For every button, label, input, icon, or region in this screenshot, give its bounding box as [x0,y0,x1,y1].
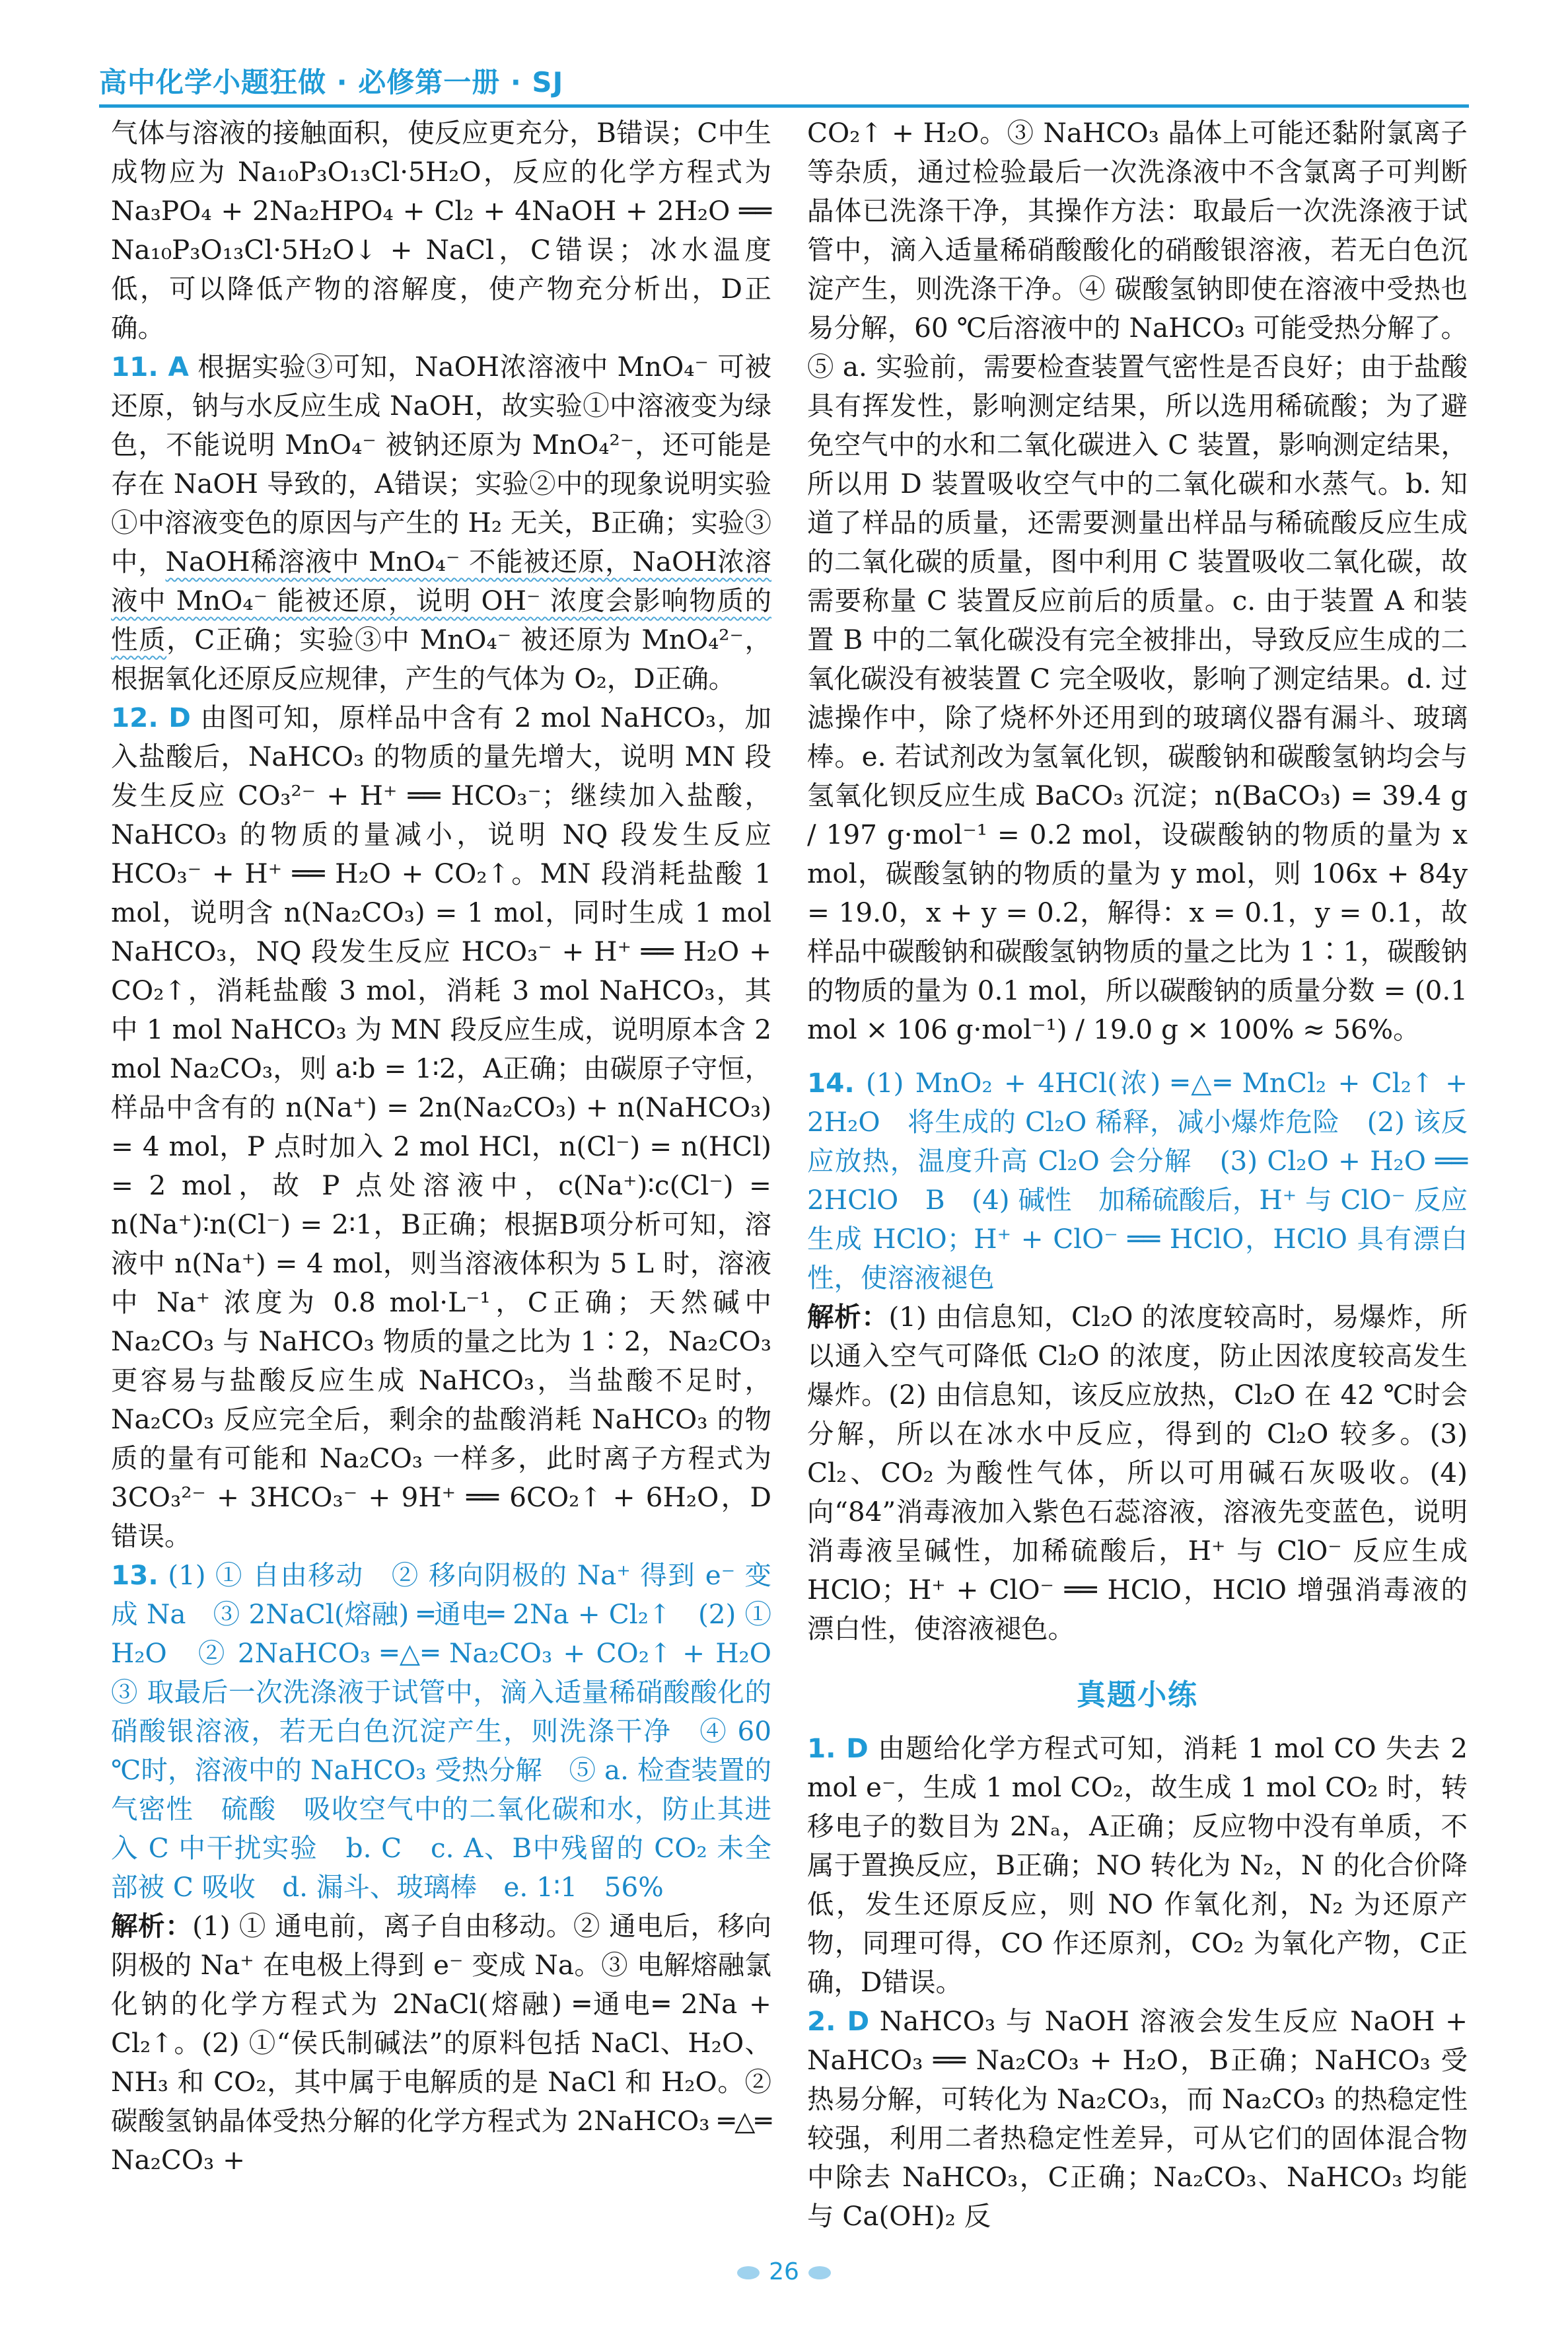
header-divider [99,104,1469,108]
q13-explanation-text: (1) ① 通电前，离子自由移动。② 通电后，移向阴极的 Na⁺ 在电极上得到 e⁻ 变成 Na。③ 电解熔融氯化钠的化学方程式为 2NaCl(熔融) ═通电═ 2Na + Cl₂↑。(2) ①“侯氏制碱法”的原料包括 NaCl、H₂O、NH₃ 和 CO₂，其中属于电解质的是 NaCl 和 H₂O。② 碳酸氢钠晶体受热分解的化学方程式为 2NaHCO₃ ═△═ Na₂CO₃ + [111,1910,771,2176]
practice-1-number: 1. D [807,1732,869,1764]
q13-explanation-label: 解析： [111,1910,193,1942]
q12-number: 12. D [111,702,191,733]
practice-question-1 [807,1729,1468,2002]
q11-wavy-underline-text: NaOH稀溶液中 MnO₄⁻ 不能被还原，NaOH浓溶液中 MnO₄⁻ 能被还原，说明 OH⁻ 浓度会影响物质的性质 [111,546,772,655]
left-column [111,114,799,2180]
q11-text-b: ，C正确；实验③中 MnO₄⁻ 被还原为 MnO₄²⁻，根据氧化还原反应规律，产生的气体为 O₂，D正确。 [111,624,771,694]
practice-question-2 [807,2002,1468,2236]
q14-explanation-text: (1) 由信息知，Cl₂O 的浓度较高时，易爆炸，所以通入空气可降低 Cl₂O 的浓度，防止因浓度较高发生爆炸。(2) 由信息知，该反应放热，Cl₂O 在 42 ℃时会分解，所以在冰水中反应，得到的 Cl₂O 较多。(3) Cl₂、CO₂ 为酸性气体，所以可用碱石灰吸收。(4) 向“84”消毒液加入紫色石蕊溶液，溶液先变蓝色，说明消毒液呈碱性，加稀硫酸后，H⁺ 与 ClO⁻ 反应生成 HClO；H⁺ + ClO⁻ ══ HClO，HClO 增强消毒液的漂白性，使溶液褪色。 [807,1301,1468,1644]
footer-left-ornament-icon [737,2266,760,2279]
practice-1-text: 由题给化学方程式可知，消耗 1 mol CO 失去 2 mol e⁻，生成 1 mol CO₂，故生成 1 mol CO₂ 时，转移电子的数目为 2Nₐ，A正确；反应物中没有单质，不属于置换反应，B正确；NO 转化为 N₂，N 的化合价降低，发生还原反应，则 NO 作氧化剂，N₂ 为还原产物，同理可得，CO 作还原剂，CO₂ 为氧化产物，C正确，D错误。 [807,1732,1468,1998]
page-footer [0,2258,1568,2285]
q14-explanation-label: 解析： [807,1301,889,1333]
right-column [807,114,1468,2236]
practice-2-text: NaHCO₃ 与 NaOH 溶液会发生反应 NaOH + NaHCO₃ ══ Na₂CO₃ + H₂O，B正确；NaHCO₃ 受热易分解，可转化为 Na₂CO₃，而 Na₂CO₃ 的热稳定性较强，利用二者热稳定性差异，可从它们的固体混合物中除去 NaHCO₃，C正确；Na₂CO₃、NaHCO₃ 均能与 Ca(OH)₂ 反 [807,2005,1468,2232]
question-12 [111,698,771,1556]
q11-text-a: 根据实验③可知，NaOH浓溶液中 MnO₄⁻ 可被还原，钠与水反应生成 NaOH，故实验①中溶液变为绿色，不能说明 MnO₄⁻ 被钠还原为 MnO₄²⁻，还可能是存在 NaOH 导致的，A错误；实验②中的现象说明实验①中溶液变色的原因与产生的 H₂ 无关，B正确；实验③中， [111,351,771,577]
question-14-answer [807,1064,1468,1298]
page-header-title: 高中化学小题狂做 · 必修第一册 · SJ [99,66,564,98]
q13-number: 13. [111,1559,159,1591]
section-title: 真题小练 [1077,1678,1198,1712]
q14-number: 14. [807,1067,855,1099]
question-14-explanation [807,1298,1468,1648]
page-number: 26 [769,2258,799,2285]
continued-explanation: CO₂↑ + H₂O。③ NaHCO₃ 晶体上可能还黏附氯离子等杂质，通过检验最后一次洗涤液中不含氯离子可判断晶体已洗涤干净，其操作方法：取最后一次洗涤液于试管中，滴入适量稀硝酸酸化的硝酸银溶液，若无白色沉淀产生，则洗涤干净。④ 碳酸氢钠即使在溶液中受热也易分解，60 ℃后溶液中的 NaHCO₃ 可能受热分解了。⑤ a. 实验前，需要检查装置气密性是否良好；由于盐酸具有挥发性，影响测定结果，所以选用稀硫酸；为了避免空气中的水和二氧化碳进入 C 装置，影响测定结果，所以用 D 装置吸收空气中的二氧化碳和水蒸气。b. 知道了样品的质量，还需要测量出样品与稀硫酸反应生成的二氧化碳的质量，图中利用 C 装置吸收二氧化碳，故需要称量 C 装置反应前后的质量。c. 由于装置 A 和装置 B 中的二氧化碳没有完全被排出，导致反应生成的二氧化碳没有被装置 C 完全吸收，影响了测定结果。d. 过滤操作中，除了烧杯外还用到的玻璃仪器有漏斗、玻璃棒。e. 若试剂改为氢氧化钡，碳酸钠和碳酸氢钠均会与氢氧化钡反应生成 BaCO₃ 沉淀；n(BaCO₃) = 39.4 g / 197 g·mol⁻¹ = 0.2 mol，设碳酸钠的物质的量为 x mol，碳酸氢钠的物质的量为 y mol，则 106x + 84y = 19.0，x + y = 0.2，解得：x = 0.1，y = 0.1，故样品中碳酸钠和碳酸氢钠物质的量之比为 1∶1，碳酸钠的物质的量为 0.1 mol，所以碳酸钠的质量分数 = (0.1 mol × 106 g·mol⁻¹) / 19.0 g × 100% ≈ 56%。 [807,117,1468,1045]
practice-2-number: 2. D [807,2005,870,2037]
question-13-explanation [111,1907,771,2180]
q14-answer-text: (1) MnO₂ + 4HCl(浓) ═△═ MnCl₂ + Cl₂↑ + 2H₂O 将生成的 Cl₂O 稀释，减小爆炸危险 (2) 该反应放热，温度升高 Cl₂O 会分解 (3) Cl₂O + H₂O ══ 2HClO B (4) 碱性 加稀硫酸后，H⁺ 与 ClO⁻ 反应生成 HClO；H⁺ + ClO⁻ ══ HClO，HClO 具有漂白性，使溶液褪色 [807,1067,1468,1294]
continued-paragraph: 气体与溶液的接触面积，使反应更充分，B错误；C中生成物应为 Na₁₀P₃O₁₃Cl·5H₂O，反应的化学方程式为 Na₃PO₄ + 2Na₂HPO₄ + Cl₂ + 4NaOH + 2H₂O ══ Na₁₀P₃O₁₃Cl·5H₂O↓ + NaCl，C错误；冰水温度低，可以降低产物的溶解度，使产物充分析出，D正确。 [111,117,771,344]
q13-answer-text: (1) ① 自由移动 ② 移向阴极的 Na⁺ 得到 e⁻ 变成 Na ③ 2NaCl(熔融) ═通电═ 2Na + Cl₂↑ (2) ① H₂O ② 2NaHCO₃ ═△═ Na₂CO₃ + CO₂↑ + H₂O ③ 取最后一次洗涤液于试管中，滴入适量稀硝酸酸化的硝酸银溶液，若无白色沉淀产生，则洗涤干净 ④ 60 ℃时，溶液中的 NaHCO₃ 受热分解 ⑤ a. 检查装置的气密性 硫酸 吸收空气中的二氧化碳和水，防止其进入 C 中干扰实验 b. C c. A、B中残留的 CO₂ 未全部被 C 吸收 d. 漏斗、玻璃棒 e. 1∶1 56% [111,1559,799,1903]
question-11 [111,348,771,698]
q12-text: 由图可知，原样品中含有 2 mol NaHCO₃，加入盐酸后，NaHCO₃ 的物质的量先增大，说明 MN 段发生反应 CO₃²⁻ + H⁺ ══ HCO₃⁻；继续加入盐酸，NaHCO₃ 的物质的量减小，说明 NQ 段发生反应 HCO₃⁻ + H⁺ ══ H₂O + CO₂↑。MN 段消耗盐酸 1 mol，说明含 n(Na₂CO₃) = 1 mol，同时生成 1 mol NaHCO₃，NQ 段发生反应 HCO₃⁻ + H⁺ ══ H₂O + CO₂↑，消耗盐酸 3 mol，消耗 3 mol NaHCO₃，其中 1 mol NaHCO₃ 为 MN 段反应生成，说明原本含 2 mol Na₂CO₃，则 a∶b = 1∶2，A正确；由碳原子守恒，样品中含有的 n(Na⁺) = 2n(Na₂CO₃) + n(NaHCO₃) = 4 mol，P 点时加入 2 mol HCl，n(Cl⁻) = n(HCl) = 2 mol，故 P 点处溶液中，c(Na⁺)∶c(Cl⁻) = n(Na⁺)∶n(Cl⁻) = 2∶1，B正确；根据B项分析可知，溶液中 n(Na⁺) = 4 mol，则当溶液体积为 5 L 时，溶液中 Na⁺ 浓度为 0.8 mol·L⁻¹，C正确；天然碱中 Na₂CO₃ 与 NaHCO₃ 物质的量之比为 1∶2，Na₂CO₃ 更容易与盐酸反应生成 NaHCO₃，当盐酸不足时，Na₂CO₃ 反应完全后，剩余的盐酸消耗 NaHCO₃ 的物质的量有可能和 Na₂CO₃ 一样多，此时离子方程式为 3CO₃²⁻ + 3HCO₃⁻ + 9H⁺ ══ 6CO₂↑ + 6H₂O，D错误。 [111,702,771,1552]
footer-right-ornament-icon [808,2266,831,2279]
q11-number: 11. A [111,351,189,383]
question-13-answer [111,1556,799,1907]
